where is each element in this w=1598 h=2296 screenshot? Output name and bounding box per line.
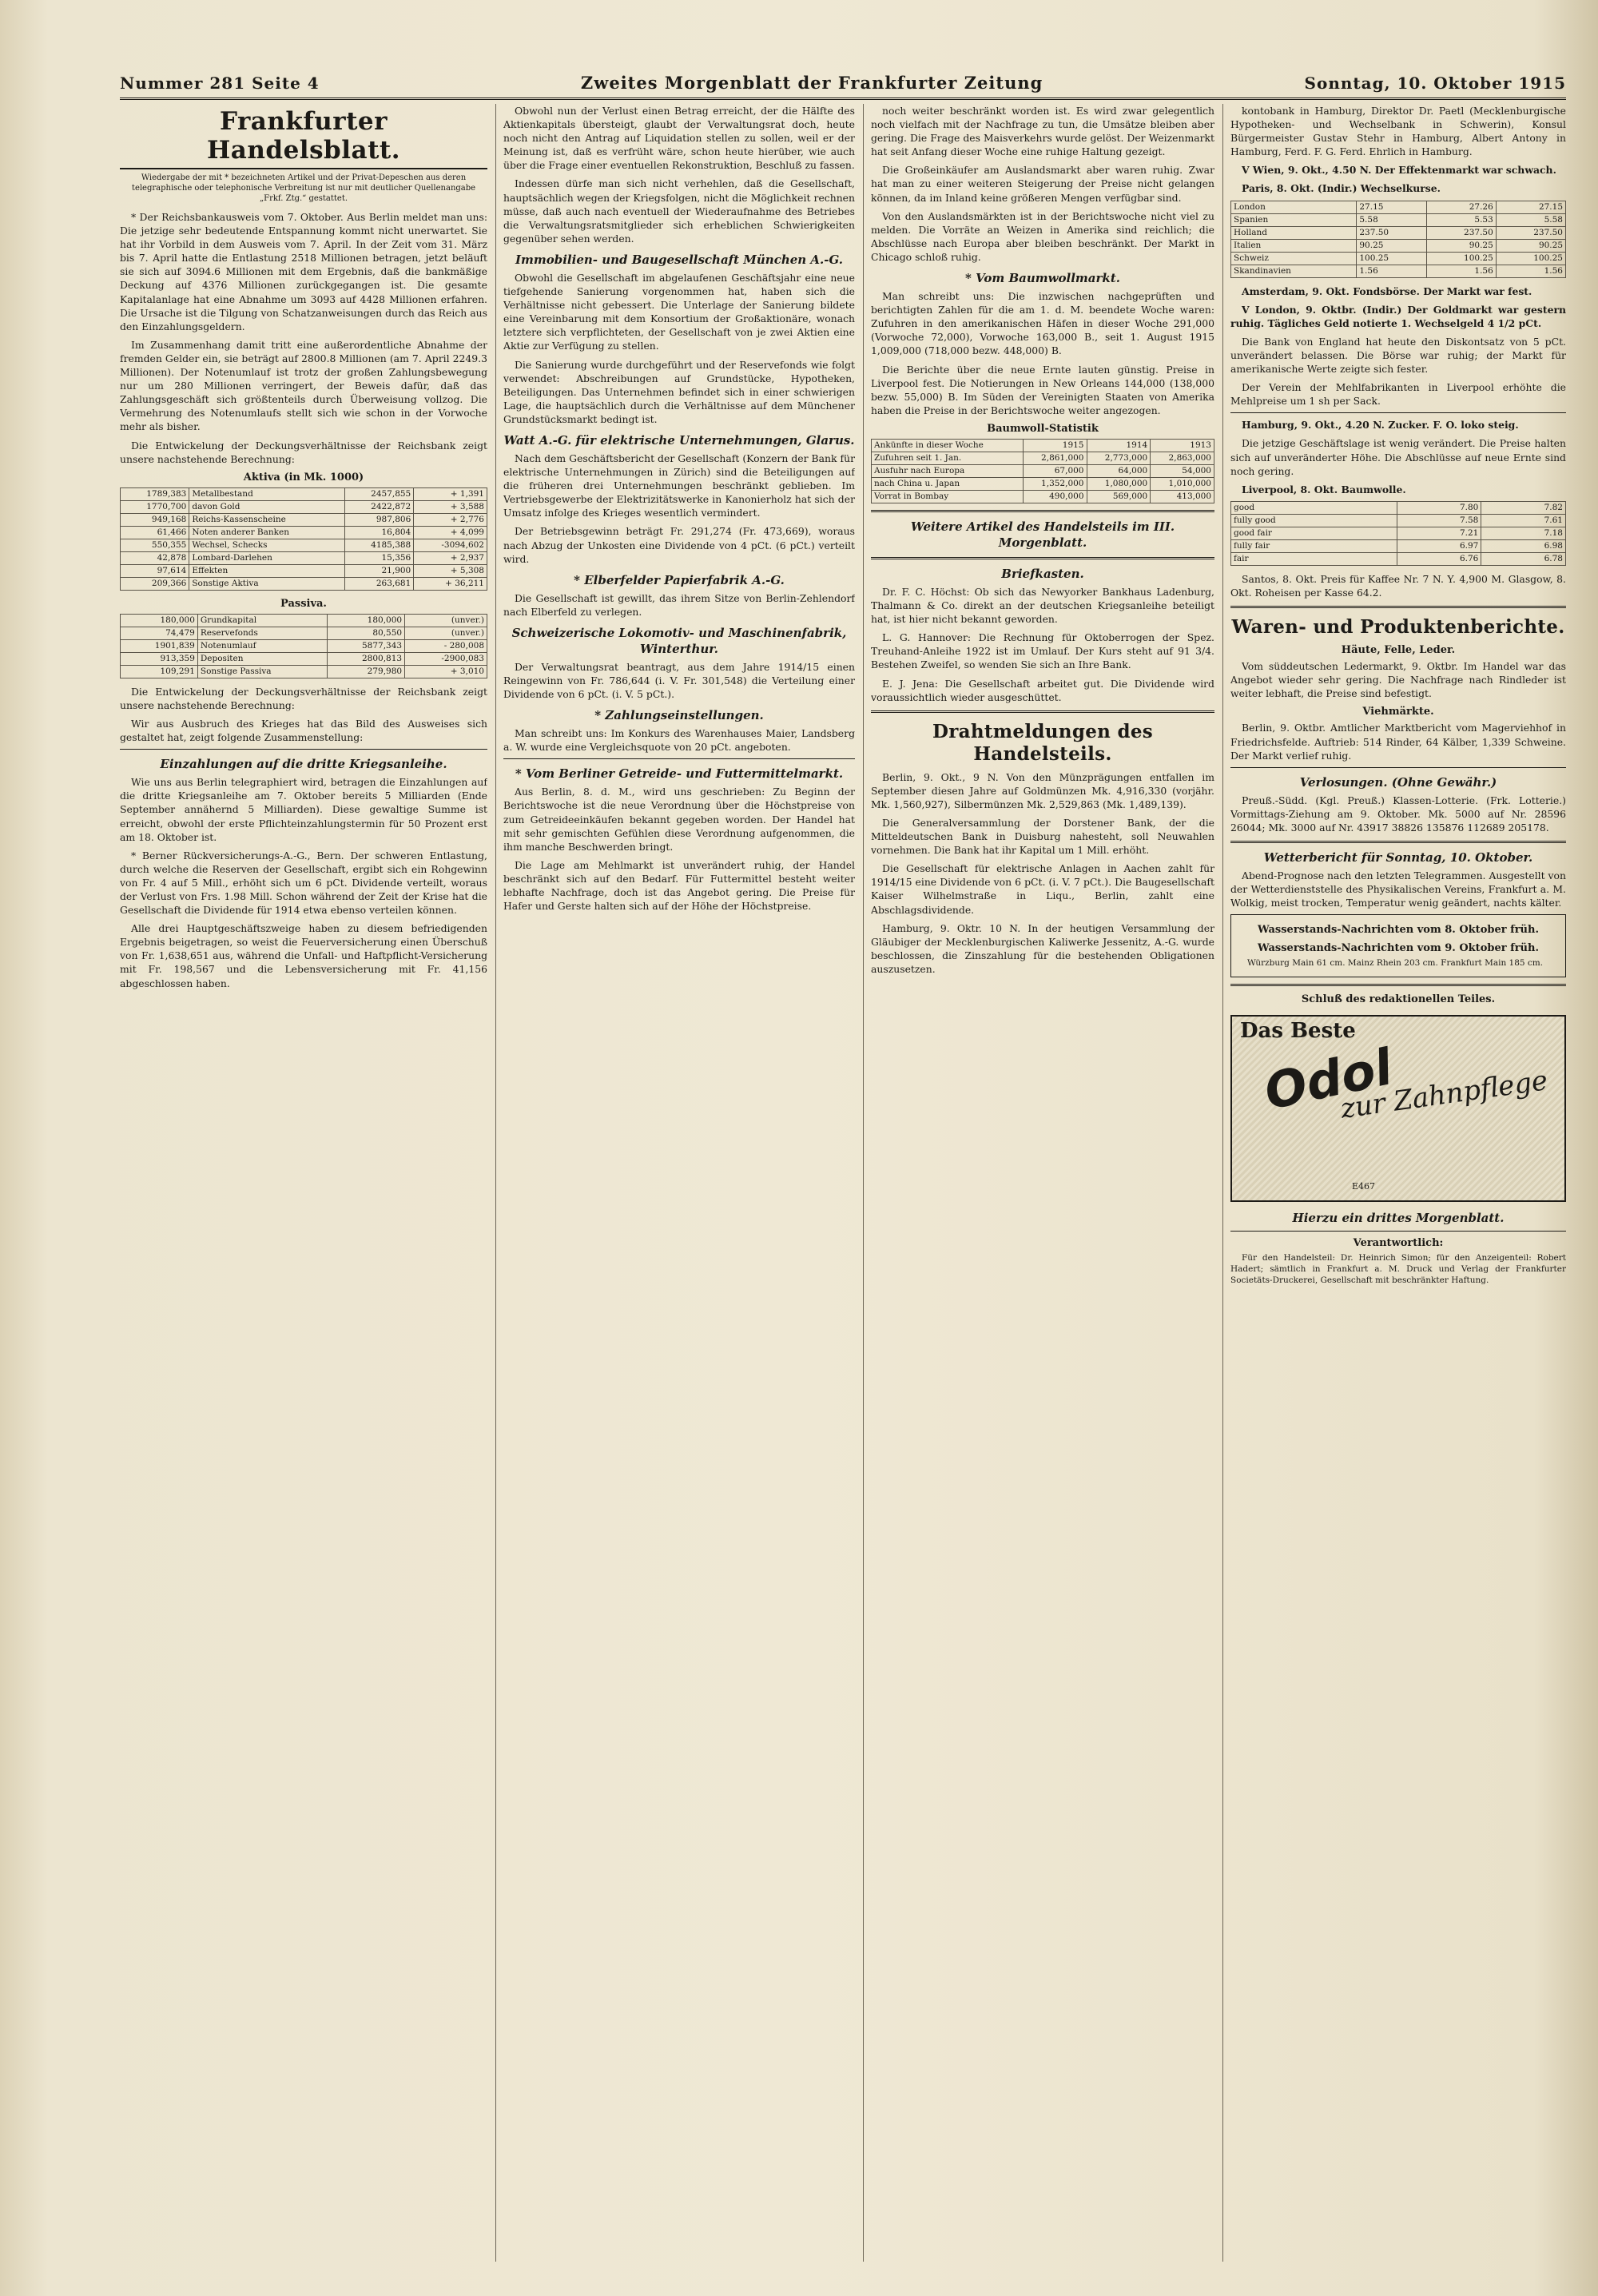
table-row bbox=[121, 577, 487, 590]
table-row bbox=[121, 539, 487, 551]
table-cell: Reservefonds bbox=[197, 627, 327, 639]
table-cell: 2,861,000 bbox=[1023, 452, 1087, 464]
article-paragraph: Indessen dürfe man sich nicht verhehlen, daß die Gesellschaft, hauptsächlich wegen der Kriegsfolgen, nicht die Möglichkeit rechnen müsse, daß auch nach eventuell der Wiederaufnahme des Betriebes die Verwaltungsratsmitglieder sich erheblichen Schwierigkeiten gegenüber sehen werden. bbox=[503, 177, 855, 245]
imprint-text: Für den Handelsteil: Dr. Heinrich Simon; für den Anzeigenteil: Robert Hadert; sämtlich in Frankfurt a. M. Druck und Verlag der Frankfurter Societäts-Druckerei, Gesellschaft mit beschränkter Haftung. bbox=[1230, 1252, 1566, 1285]
table-cell: (unver.) bbox=[405, 614, 487, 627]
paris-exchange-table bbox=[1230, 201, 1566, 278]
table-cell: 180,000 bbox=[328, 614, 405, 627]
article-paragraph: Der Verwaltungsrat beantragt, aus dem Jahre 1914/15 einen Reingewinn von Fr. 786,644 (i. V. Fr. 301,548) die Verteilung einer Dividende von 6 pCt. (i. V. 5 pCt.). bbox=[503, 660, 855, 701]
table-cell: 1,010,000 bbox=[1151, 477, 1214, 490]
table-cell: 90.25 bbox=[1496, 239, 1565, 252]
imprint-heading: Verantwortlich: bbox=[1353, 1236, 1444, 1249]
table-cell: Depositen bbox=[197, 652, 327, 665]
article-paragraph: Man schreibt uns: Im Konkurs des Warenhauses Maier, Landsberg a. W. wurde eine Vergleichsquote von 20 pCt. angeboten. bbox=[503, 727, 855, 754]
article-paragraph: Preuß.-Südd. (Kgl. Preuß.) Klassen-Lotterie. (Frk. Lotterie.) Vormittags-Ziehung am 9. Oktober. Mk. 5000 auf Nr. 28596 26044; Mk. 3000 auf Nr. 43917 38826 135876 112689 205178. bbox=[1230, 794, 1566, 834]
article-paragraph: Wie uns aus Berlin telegraphiert wird, betragen die Einzahlungen auf die dritte Kriegsanleihe am 7. Oktober bereits 5 Milliarden (Ende September annähernd 5 Milliarden). Diese gewaltige Summe ist erreicht, obwohl der erste Pflichteinzahlungstermin für 50 Prozent erst am 18. Oktober ist. bbox=[120, 776, 487, 843]
table-row bbox=[121, 665, 487, 678]
table-cell: 5.53 bbox=[1426, 213, 1496, 226]
table-cell: 490,000 bbox=[1023, 490, 1087, 503]
table-row bbox=[1231, 201, 1566, 213]
table-cell: 2,863,000 bbox=[1151, 452, 1214, 464]
table-cell: Ankünfte in dieser Woche bbox=[872, 439, 1024, 452]
table-cell: 90.25 bbox=[1357, 239, 1426, 252]
table-cell: 100.25 bbox=[1357, 252, 1426, 265]
table-row bbox=[121, 487, 487, 500]
article-paragraph: E. J. Jena: Die Gesellschaft arbeitet gut. Die Dividende wird voraussichtlich wieder ausgeschüttet. bbox=[871, 677, 1214, 703]
table-cell: 109,291 bbox=[121, 665, 198, 678]
market-heading: Hamburg, 9. Okt., 4.20 N. Zucker. F. O. loko steig. bbox=[1242, 419, 1519, 432]
table-cell: 1,080,000 bbox=[1087, 477, 1151, 490]
liverpool-cotton-table bbox=[1230, 501, 1566, 566]
table-cell: 4185,388 bbox=[344, 539, 413, 551]
market-heading: V Wien, 9. Okt., 4.50 N. Der Effektenmarkt war schwach. bbox=[1242, 164, 1556, 177]
article-heading: * Vom Berliner Getreide- und Futtermittelmarkt. bbox=[515, 766, 844, 782]
article-heading: * Vom Baumwollmarkt. bbox=[965, 271, 1120, 286]
table-cell: 27.26 bbox=[1426, 201, 1496, 213]
table-cell: 569,000 bbox=[1087, 490, 1151, 503]
table-row bbox=[121, 526, 487, 539]
table-cell: 1.56 bbox=[1496, 265, 1565, 277]
table-cell: 42,878 bbox=[121, 551, 189, 564]
table-cell: + 2,937 bbox=[414, 551, 487, 564]
article-paragraph: kontobank in Hamburg, Direktor Dr. Paetl (Mecklenburgische Hypotheken- und Wechselbank in Schwerin), Konsul Bürgermeister Gustav Stehr in Hamburg, Albert Antony in Hamburg, Ferd. F. G. Ferd. Ehrlich in Hamburg. bbox=[1230, 105, 1566, 158]
table-cell: 21,900 bbox=[344, 564, 413, 577]
table-cell: 7.18 bbox=[1481, 527, 1566, 539]
table-cell: 64,000 bbox=[1087, 464, 1151, 477]
article-paragraph: Die Gesellschaft für elektrische Anlagen in Aachen zahlt für 1914/15 eine Dividende von 6 pCt. (i. V. 7 pCt.). Die Baugesellschaft Kaiser Wilhelmstraße in Liqu., Berlin, zahlt eine Abschlagsdividende. bbox=[871, 862, 1214, 916]
table-cell: fair bbox=[1231, 552, 1397, 565]
table-cell: 74,479 bbox=[121, 627, 198, 639]
column-3 bbox=[871, 104, 1214, 2278]
table-cell: good fair bbox=[1231, 527, 1397, 539]
table-row bbox=[1231, 527, 1566, 539]
article-paragraph: Die Generalversammlung der Dorstener Bank, der die Mitteldeutschen Bank in Duisburg nahesteht, soll Neuwahlen vornehmen. Die Bank hat ihr Kapital um 1 Mill. erhöht. bbox=[871, 817, 1214, 857]
article-paragraph: Der Verein der Mehlfabrikanten in Liverpool erhöhte die Mehlpreise um 1 sh per Sack. bbox=[1230, 381, 1566, 408]
table-cell: Grundkapital bbox=[197, 614, 327, 627]
table-cell: 100.25 bbox=[1426, 252, 1496, 265]
article-paragraph: Vom süddeutschen Ledermarkt, 9. Oktbr. Im Handel war das Angebot wieder sehr gering. Die Nachfrage nach Rindleder ist weiter lebhaft, die Preise sind befestigt. bbox=[1230, 660, 1566, 700]
table-cell: 1914 bbox=[1087, 439, 1151, 452]
table-cell: 5.58 bbox=[1496, 213, 1565, 226]
table-cell: 2800,813 bbox=[328, 652, 405, 665]
table-cell: London bbox=[1231, 201, 1357, 213]
table-row bbox=[1231, 514, 1566, 527]
table-row bbox=[872, 490, 1214, 503]
ad-slogan: zur Zahnpflege bbox=[1338, 1064, 1550, 1125]
section-heading: Drahtmeldungen des Handelsteils. bbox=[932, 720, 1154, 765]
market-heading: V London, 9. Oktbr. (Indir.) Der Goldmarkt war gestern ruhig. Tägliches Geld notierte 1. Wechselgeld 4 1/2 pCt. bbox=[1230, 303, 1566, 329]
table-cell: 237.50 bbox=[1496, 226, 1565, 239]
article-paragraph: Obwohl die Gesellschaft im abgelaufenen Geschäftsjahr eine neue tiefgehende Sanierung vorgenommen hat, haben sich die Verhältnisse nicht gebessert. Die Unterlage der Sanierung bildete eine Vereinbarung mit dem Konsortium der Großaktionäre, wonach letztere sich verpflichteten, der Gesellschaft von je zwei Aktien eine Aktie zur Verfügung zu stellen. bbox=[503, 271, 855, 352]
table-cell: Reichs-Kassenscheine bbox=[189, 513, 345, 526]
table-cell: 100.25 bbox=[1496, 252, 1565, 265]
table-cell: fully good bbox=[1231, 514, 1397, 527]
table-row bbox=[872, 439, 1214, 452]
table-cell: 5.58 bbox=[1357, 213, 1426, 226]
table-cell: (unver.) bbox=[405, 627, 487, 639]
table-cell: + 4,099 bbox=[414, 526, 487, 539]
article-paragraph: Aus Berlin, 8. d. M., wird uns geschrieben: Zu Beginn der Berichtswoche ist die neue Verordnung über die Höchstpreise von zum Getreideeinkäufen bekannt gegeben worden. Der Handel hat mit sehr gemischten Gefühlen diese Verordnung aufgenommen, die ihm manche Beschwerden bringt. bbox=[503, 786, 855, 853]
table-row bbox=[872, 477, 1214, 490]
sub-heading: Viehmärkte. bbox=[1362, 706, 1434, 718]
section-subtitle: Wiedergabe der mit * bezeichneten Artikel und der Privat-Depeschen aus deren telegraphische oder telephonische Verbreitung ist nur mit deutlicher Quellenangabe „Frkf. Ztg.“ gestattet. bbox=[131, 173, 476, 203]
table-cell: 237.50 bbox=[1357, 226, 1426, 239]
table-cell: Zufuhren seit 1. Jan. bbox=[872, 452, 1024, 464]
water-levels-box bbox=[1230, 914, 1566, 977]
issue-date: Sonntag, 10. Oktober 1915 bbox=[1304, 74, 1566, 93]
article-paragraph: Berlin, 9. Okt., 9 N. Von den Münzprägungen entfallen im September diesen Jahre auf Goldmünzen Mk. 4,916,330 (vorjähr. Mk. 1,560,927), Silbermünzen Mk. 2,529,863 (Mk. 1,489,139). bbox=[871, 770, 1214, 810]
table-cell: 97,614 bbox=[121, 564, 189, 577]
article-paragraph: Würzburg Main 61 cm. Mainz Rhein 203 cm. Frankfurt Main 185 cm. bbox=[1247, 958, 1544, 969]
table-row bbox=[121, 652, 487, 665]
ad-tag: Das Beste bbox=[1240, 1018, 1356, 1043]
article-paragraph: * Der Reichsbankausweis vom 7. Oktober. Aus Berlin meldet man uns: Die jetzige sehr bedeutende Entspannung kommt nicht unerwartet. Sie hat ihr Vorbild in dem Ausweis vom 7. April. In der Zeit vom 31. März bis 7. April hatte die Entlastung 2518 Millionen betragen, jetzt beläuft sie sich auf 3094.6 Millionen mit dem Ergebnis, daß die bankmäßige Deckung auf 4376 Millionen zurückgegangen ist. Die gesamte Kapitalanlage hat eine Abnahme um 3093 auf 4428 Millionen erfahren. Die Ursache ist die Tilgung von Schatzanweisungen durch das Reich aus den Einzahlungsgeldern. bbox=[120, 211, 487, 332]
article-heading: Schweizerische Lokomotiv- und Maschinenfabrik, Winterthur. bbox=[511, 625, 847, 656]
table-cell: 1789,383 bbox=[121, 487, 189, 500]
article-paragraph: Die Sanierung wurde durchgeführt und der Reservefonds wie folgt verwendet: Abschreibungen auf Grundstücke, Hypotheken, Beteiligungen. Das Unternehmen befindet sich in einer schwierigen Lage, die hauptsächlich durch die Verhältnisse auf dem Münchener Grundstücksmarkt bedingt ist. bbox=[503, 358, 855, 425]
table-row bbox=[121, 564, 487, 577]
table-cell: Spanien bbox=[1231, 213, 1357, 226]
sub-heading: Wasserstands-Nachrichten vom 9. Oktober früh. bbox=[1258, 942, 1539, 955]
ad-brand: Odol bbox=[1259, 1037, 1397, 1121]
table-title: Baumwoll-Statistik bbox=[987, 422, 1099, 435]
section-heading: Waren- und Produktenberichte. bbox=[1231, 615, 1565, 638]
article-paragraph: Von den Auslandsmärkten ist in der Berichtswoche nicht viel zu melden. Die Vorräte an Weizen in Amerika sind reichlich; die Abschlüsse nach Europa aber bleiben beschränkt. Der Markt in Chicago schloß ruhig. bbox=[871, 209, 1214, 263]
table-row bbox=[121, 614, 487, 627]
table-cell: 279,980 bbox=[328, 665, 405, 678]
table-cell: 949,168 bbox=[121, 513, 189, 526]
section-title: Frankfurter Handelsblatt. bbox=[120, 107, 487, 169]
table-cell: 987,806 bbox=[344, 513, 413, 526]
table-cell: 1,352,000 bbox=[1023, 477, 1087, 490]
table-cell: 1913 bbox=[1151, 439, 1214, 452]
article-paragraph: Abend-Prognose nach den letzten Telegrammen. Ausgestellt von der Wetterdienststelle des Physikalischen Vereins, Frankfurt a. M. Wolkig, meist trocken, Temperatur wenig geändert, nachts kälter. bbox=[1230, 869, 1566, 909]
table-cell: + 36,211 bbox=[414, 577, 487, 590]
table-row bbox=[1231, 265, 1566, 277]
table-cell: 913,359 bbox=[121, 652, 198, 665]
article-paragraph: Die Entwickelung der Deckungsverhältnisse der Reichsbank zeigt unsere nachstehende Berechnung: bbox=[120, 685, 487, 711]
table-cell: -3094,602 bbox=[414, 539, 487, 551]
table-cell: 2457,855 bbox=[344, 487, 413, 500]
table-row bbox=[121, 627, 487, 639]
table-row bbox=[872, 464, 1214, 477]
table-row bbox=[1231, 552, 1566, 565]
article-heading: Watt A.-G. für elektrische Unternehmungen, Glarus. bbox=[503, 432, 855, 448]
table-cell: Italien bbox=[1231, 239, 1357, 252]
table-cell: Sonstige Aktiva bbox=[189, 577, 345, 590]
article-heading: * Elberfelder Papierfabrik A.-G. bbox=[574, 572, 785, 587]
table-cell: 1901,839 bbox=[121, 639, 198, 652]
market-heading: Liverpool, 8. Okt. Baumwolle. bbox=[1242, 483, 1406, 495]
table-cell: 237.50 bbox=[1426, 226, 1496, 239]
reichsbank-passiva-table bbox=[120, 614, 487, 678]
article-paragraph: Die Berichte über die neue Ernte lauten günstig. Preise in Liverpool fest. Die Notierungen in New Orleans 144,000 (138,000 bezw. 55,000) B. Im Süden der Vereinigten Staaten von Amerika haben die Preise in der Berichtswoche weiter angezogen. bbox=[871, 363, 1214, 416]
table-cell: 5877,343 bbox=[328, 639, 405, 652]
supplement-note: Hierzu ein drittes Morgenblatt. bbox=[1292, 1210, 1505, 1225]
table-cell: 27.15 bbox=[1357, 201, 1426, 213]
table-cell: 1.56 bbox=[1357, 265, 1426, 277]
article-paragraph: Berlin, 9. Oktbr. Amtlicher Marktbericht vom Magerviehhof in Friedrichsfelde. Auftrieb: 514 Rinder, 64 Kälber, 1,339 Schweine. Der Markt verlief ruhig. bbox=[1230, 722, 1566, 762]
table-cell: 61,466 bbox=[121, 526, 189, 539]
article-heading: Weitere Artikel des Handelsteils im III. Morgenblatt. bbox=[910, 519, 1175, 550]
article-paragraph: Alle drei Hauptgeschäftszweige haben zu diesem befriedigenden Ergebnis beigetragen, so weist die Feuerversicherung einen Überschuß von Fr. 1,638,651 aus, während die Unfall- und Haftpflicht-Versicherung mit Fr. 198,567 und die Lebensversicherung mit Fr. 41,156 abgeschlossen haben. bbox=[120, 922, 487, 989]
newspaper-title: Zweites Morgenblatt der Frankfurter Zeitung bbox=[580, 73, 1043, 93]
table-row bbox=[1231, 252, 1566, 265]
table-row bbox=[121, 513, 487, 526]
table-cell: 1915 bbox=[1023, 439, 1087, 452]
reichsbank-aktiva-table bbox=[120, 487, 487, 591]
article-heading: Immobilien- und Baugesellschaft München A.-G. bbox=[515, 252, 843, 267]
table-cell: 263,681 bbox=[344, 577, 413, 590]
table-cell: Noten anderer Banken bbox=[189, 526, 345, 539]
table-cell: 90.25 bbox=[1426, 239, 1496, 252]
table-cell: 7.82 bbox=[1481, 501, 1566, 514]
table-cell: 54,000 bbox=[1151, 464, 1214, 477]
article-paragraph: Die Bank von England hat heute den Diskontsatz von 5 pCt. unverändert belassen. Die Börse war ruhig; der Markt für amerikanische Werte zeigte sich fester. bbox=[1230, 335, 1566, 376]
table-cell: Schweiz bbox=[1231, 252, 1357, 265]
table-cell: Lombard-Darlehen bbox=[189, 551, 345, 564]
table-row bbox=[872, 452, 1214, 464]
article-paragraph: noch weiter beschränkt worden ist. Es wird zwar gelegentlich noch vielfach mit der Nachfrage zu tun, die Umsätze bleiben aber gering. Die Frage des Maisverkehrs wurde gelöst. Der Weizenmarkt hat seit Anfang dieser Woche eine ruhige Haltung gezeigt. bbox=[871, 105, 1214, 158]
table-cell: - 280,008 bbox=[405, 639, 487, 652]
masthead bbox=[120, 67, 1566, 100]
table-title: Passiva. bbox=[280, 597, 327, 610]
sub-heading: Wasserstands-Nachrichten vom 8. Oktober früh. bbox=[1258, 924, 1539, 937]
table-row bbox=[121, 500, 487, 513]
article-paragraph: Die Großeinkäufer am Auslandsmarkt aber waren ruhig. Zwar hat man zu einer weiteren Steigerung der Preise nicht gelangen können, da im Inland keine größeren Mengen verfügbar sind. bbox=[871, 164, 1214, 204]
table-cell: Vorrat in Bombay bbox=[872, 490, 1024, 503]
column-1 bbox=[120, 104, 487, 2278]
table-cell: 27.15 bbox=[1496, 201, 1565, 213]
article-paragraph: Wir aus Ausbruch des Krieges hat das Bild des Ausweises sich gestaltet hat, zeigt folgende Zusammenstellung: bbox=[120, 718, 487, 744]
article-paragraph: Santos, 8. Okt. Preis für Kaffee Nr. 7 N. Y. 4,900 M. Glasgow, 8. Okt. Roheisen per Kasse 64.2. bbox=[1230, 572, 1566, 599]
table-row bbox=[1231, 501, 1566, 514]
article-paragraph: L. G. Hannover: Die Rechnung für Oktoberrogen der Spez. Treuhand-Anleihe 1922 ist im Umlauf. Der Kurs steht auf 91 3/4. Bestehen Zweifel, so wenden Sie sich an Ihre Bank. bbox=[871, 631, 1214, 671]
table-cell: 2422,872 bbox=[344, 500, 413, 513]
page-number: Nummer 281 Seite 4 bbox=[120, 74, 320, 93]
market-heading: Amsterdam, 9. Okt. Fondsbörse. Der Markt war fest. bbox=[1242, 285, 1532, 297]
table-cell: Wechsel, Schecks bbox=[189, 539, 345, 551]
table-cell: 209,366 bbox=[121, 577, 189, 590]
column-4 bbox=[1230, 104, 1566, 2278]
table-cell: fully fair bbox=[1231, 539, 1397, 552]
article-paragraph: Die Lage am Mehlmarkt ist unverändert ruhig, der Handel beschränkt sich auf den Bedarf. Für Futtermittel besteht weiter lebhafte Nachfrage, doch ist das Angebot gering. Die Preise für Hafer und Gerste halten sich auf der Höhe der Höchstpreise. bbox=[503, 858, 855, 913]
table-cell: 7.21 bbox=[1397, 527, 1481, 539]
table-cell: 6.98 bbox=[1481, 539, 1566, 552]
article-heading: Einzahlungen auf die dritte Kriegsanleihe. bbox=[160, 757, 447, 772]
table-cell: 2,773,000 bbox=[1087, 452, 1151, 464]
ad-number: E467 bbox=[1352, 1181, 1376, 1192]
table-cell: + 1,391 bbox=[414, 487, 487, 500]
table-cell: 67,000 bbox=[1023, 464, 1087, 477]
article-paragraph: Nach dem Geschäftsbericht der Gesellschaft (Konzern der Bank für elektrische Unternehmungen in Zürich) sind die Beteiligungen auf die früheren drei Unternehmungen beschränkt geblieben. Im Vertriebsgewerbe der Elektrizitätswerke in Kanonierholz hat sich der Umsatz infolge des Krieges wesentlich vermindert. bbox=[503, 452, 855, 519]
table-cell: 6.76 bbox=[1397, 552, 1481, 565]
article-paragraph: Dr. F. C. Höchst: Ob sich das Newyorker Bankhaus Ladenburg, Thalmann & Co. direkt an der deutschen Kriegsanleihe beteiligt hat, ist hier nicht bekannt geworden. bbox=[871, 585, 1214, 626]
table-cell: 7.58 bbox=[1397, 514, 1481, 527]
article-heading: Verlosungen. (Ohne Gewähr.) bbox=[1299, 774, 1497, 790]
table-cell: 7.61 bbox=[1481, 514, 1566, 527]
article-heading: * Zahlungseinstellungen. bbox=[594, 708, 764, 723]
table-cell: good bbox=[1231, 501, 1397, 514]
column-2 bbox=[503, 104, 855, 2278]
article-heading: Wetterbericht für Sonntag, 10. Oktober. bbox=[1263, 850, 1533, 865]
table-cell: Metallbestand bbox=[189, 487, 345, 500]
odol-advertisement bbox=[1230, 1015, 1566, 1202]
table-cell: + 5,308 bbox=[414, 564, 487, 577]
table-cell: 1770,700 bbox=[121, 500, 189, 513]
table-row bbox=[1231, 239, 1566, 252]
table-cell: Ausfuhr nach Europa bbox=[872, 464, 1024, 477]
table-cell: davon Gold bbox=[189, 500, 345, 513]
table-row bbox=[1231, 226, 1566, 239]
table-row bbox=[121, 639, 487, 652]
table-cell: Effekten bbox=[189, 564, 345, 577]
table-cell: + 2,776 bbox=[414, 513, 487, 526]
article-paragraph: Die Entwickelung der Deckungsverhältnisse der Reichsbank zeigt unsere nachstehende Berechnung: bbox=[120, 439, 487, 465]
table-cell: Sonstige Passiva bbox=[197, 665, 327, 678]
article-paragraph: Die jetzige Geschäftslage ist wenig verändert. Die Preise halten sich auf unveränderter Höhe. Die Abschlüsse auf neue Ernte sind noch gering. bbox=[1230, 437, 1566, 477]
table-cell: Notenumlauf bbox=[197, 639, 327, 652]
table-cell: 6.78 bbox=[1481, 552, 1566, 565]
article-paragraph: Obwohl nun der Verlust einen Betrag erreicht, der die Hälfte des Aktienkapitals übersteigt, glaubt der Verwaltungsrat doch, heute noch nicht den Antrag auf Liquidation stellen zu sollen, weil er der Meinung ist, daß es verfrüht wäre, schon heute hierüber, wie auch über die Frage einer eventuellen Rekonstruktion, Beschluß zu fassen. bbox=[503, 105, 855, 172]
table-cell: + 3,010 bbox=[405, 665, 487, 678]
article-heading: Briefkasten. bbox=[1001, 566, 1084, 581]
table-cell: Skandinavien bbox=[1231, 265, 1357, 277]
table-row bbox=[1231, 539, 1566, 552]
article-paragraph: Die Gesellschaft ist gewillt, das ihrem Sitze von Berlin-Zehlendorf nach Elberfeld zu verlegen. bbox=[503, 591, 855, 618]
table-row bbox=[1231, 213, 1566, 226]
table-title: Aktiva (in Mk. 1000) bbox=[243, 471, 364, 483]
article-paragraph: Man schreibt uns: Die inzwischen nachgeprüften und berichtigten Zahlen für die am 1. d. M. beendete Woche waren: Zufuhren in den amerikanischen Häfen in dieser Woche 291,000 (Vorwoche 72,000), Vorwoche 163,000 B., seit 1. August 1915 1,009,000 (718,000 bezw. 448,000) B. bbox=[871, 290, 1214, 357]
table-cell: 180,000 bbox=[121, 614, 198, 627]
table-cell: 1.56 bbox=[1426, 265, 1496, 277]
table-cell: 7.80 bbox=[1397, 501, 1481, 514]
table-cell: + 3,588 bbox=[414, 500, 487, 513]
article-paragraph: Im Zusammenhang damit tritt eine außerordentliche Abnahme der fremden Gelder ein, sie beträgt auf 2800.8 Millionen (am 7. April 2249.3 Millionen). Der Notenumlauf ist trotz der großen Zahlungsbewegung nur um 280 Millionen verringert, der Beweis dafür, daß das Zahlungsgeschäft sich größtenteils durch Überweisung vollzog. Die Vermehrung des Notenumlaufs stellt sich wie schon in der Vorwoche mehr als bisher. bbox=[120, 338, 487, 433]
table-row bbox=[121, 551, 487, 564]
end-of-editorial-label: Schluß des redaktionellen Teiles. bbox=[1301, 993, 1496, 1006]
sub-heading: Häute, Felle, Leder. bbox=[1341, 643, 1456, 656]
baumwoll-table bbox=[871, 439, 1214, 503]
table-cell: 15,356 bbox=[344, 551, 413, 564]
table-cell: -2900,083 bbox=[405, 652, 487, 665]
table-cell: 80,550 bbox=[328, 627, 405, 639]
article-paragraph: * Berner Rückversicherungs-A.-G., Bern. Der schweren Entlastung, durch welche die Reserven der Gesellschaft, ergibt sich ein Rohgewinn von Fr. 4 auf 5 Mill., erhöht sich um 6 pCt. Dividende verteilt, woraus der Verlust von Frs. 1.98 Mill. Schon während der Zeit der Krise hat die Gesellschaft die Dividende für 1914 etwa ebenso verteilen können. bbox=[120, 849, 487, 917]
market-heading: Paris, 8. Okt. (Indir.) Wechselkurse. bbox=[1242, 182, 1441, 195]
table-cell: 550,355 bbox=[121, 539, 189, 551]
table-cell: 16,804 bbox=[344, 526, 413, 539]
table-cell: Holland bbox=[1231, 226, 1357, 239]
article-paragraph: Der Betriebsgewinn beträgt Fr. 291,274 (Fr. 473,669), woraus nach Abzug der Unkosten eine Dividende von 4 pCt. (6 pCt.) verteilt wird. bbox=[503, 525, 855, 565]
table-cell: 413,000 bbox=[1151, 490, 1214, 503]
table-cell: 6.97 bbox=[1397, 539, 1481, 552]
article-paragraph: Hamburg, 9. Oktr. 10 N. In der heutigen Versammlung der Gläubiger der Mecklenburgischen Kaliwerke Jessenitz, A.-G. wurde beschlossen, die Zinszahlung für die bestehenden Obligationen auszusetzen. bbox=[871, 921, 1214, 975]
table-cell: nach China u. Japan bbox=[872, 477, 1024, 490]
